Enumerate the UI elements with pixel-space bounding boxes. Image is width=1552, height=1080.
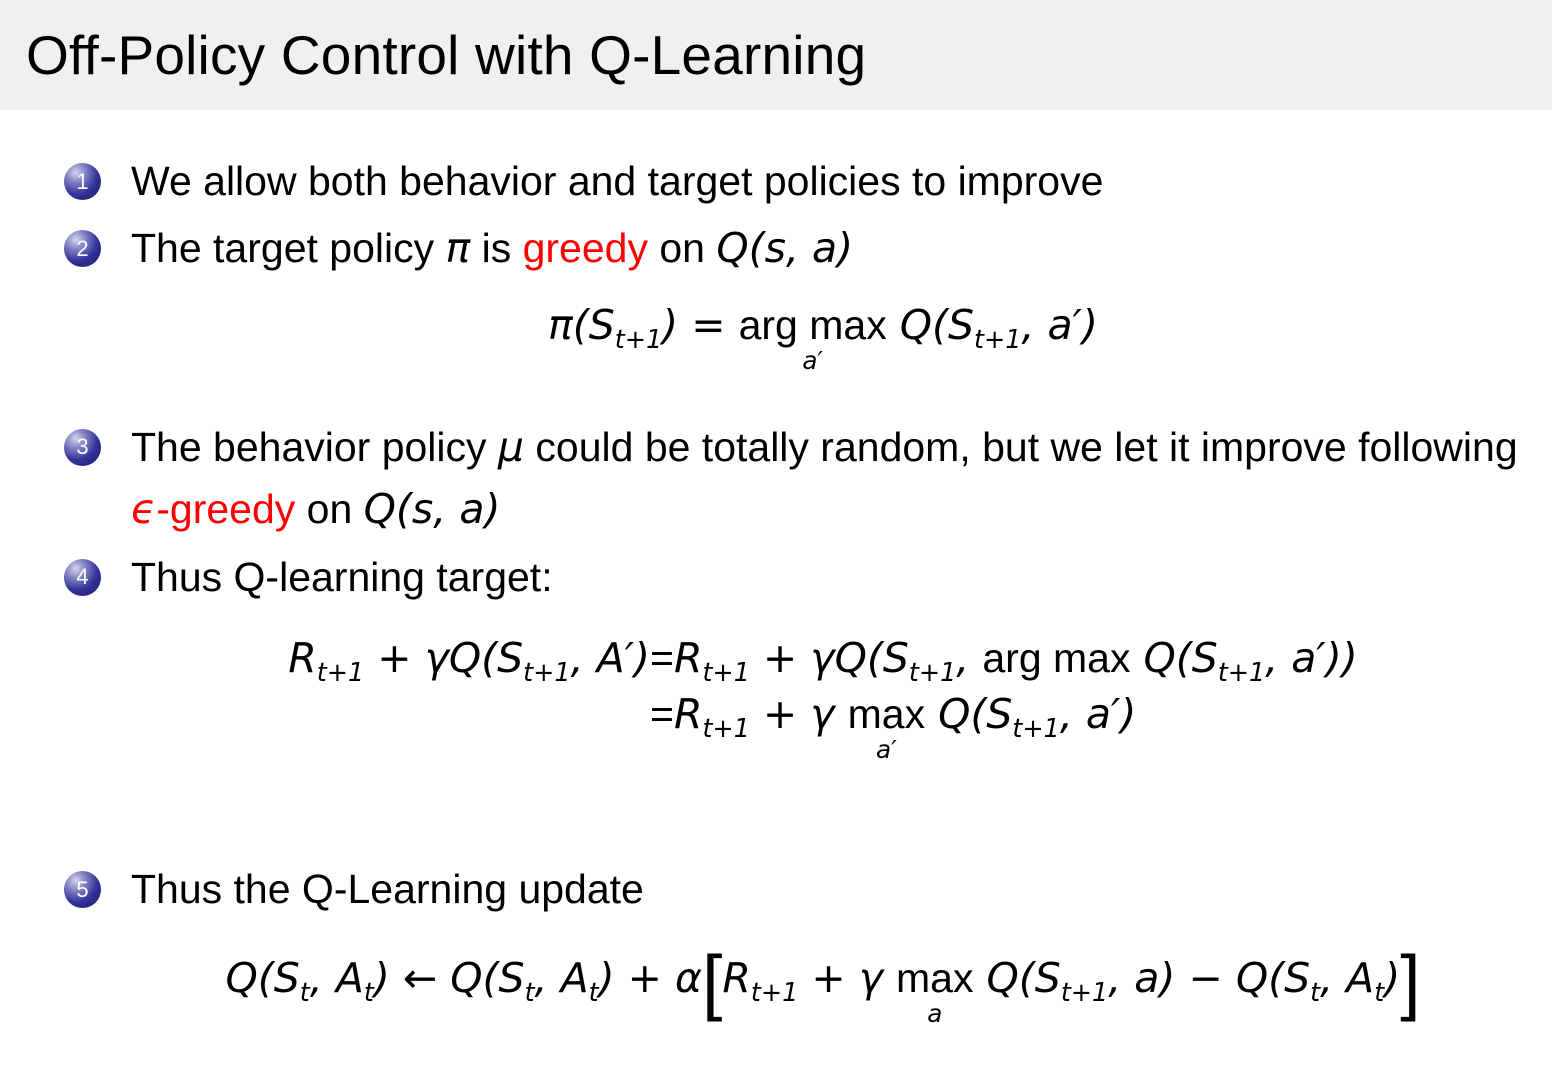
bullet-item-4	[64, 546, 1522, 608]
slide-title-bar	[0, 0, 1552, 110]
bullet-ball-5	[64, 871, 101, 908]
bullet-text-1: We allow both behavior and target policies to improve	[131, 158, 1104, 204]
bullet-item-2	[64, 217, 1522, 279]
bullet-number-4: 4	[76, 564, 89, 590]
bullet-text-4: Thus Q-learning target:	[131, 553, 553, 600]
bullet-number-2: 2	[76, 235, 89, 261]
bullet-ball-4	[64, 559, 101, 596]
bullet-number-3: 3	[76, 434, 89, 460]
bullet-item-5	[64, 858, 1522, 920]
bullet-ball-1	[64, 163, 101, 200]
underset-operator: max a	[896, 955, 974, 1029]
slide-title: Off-Policy Control with Q-Learning	[26, 24, 867, 86]
bullet-text-2: The target policy π is greedy on Q(s, a)	[131, 224, 854, 272]
bullet-item-3	[64, 416, 1522, 540]
bullet-text-5: Thus the Q-Learning update	[131, 866, 644, 913]
bullet-item-1	[64, 150, 1522, 212]
formula-target-line1-rhs: $=R_{t+1} + \gamma Q(S_{t+1}$, arg $\max Q(S_{t+1}$, a′))	[650, 633, 1358, 687]
formula-qlearning-target	[124, 634, 1522, 763]
bullet-text-3: The behavior policy μ could be totally random, but we let it improve following ϵ-greedy on Q(s, a)	[131, 422, 1518, 533]
underset-operator: max a′	[847, 690, 926, 764]
underset-operator: arg max a′	[738, 302, 887, 376]
formula-greedy-policy: $\pi(S_{t+1})$ = arg max a′ $Q(S_{t+1}$, a′)	[548, 301, 1098, 376]
formula-target-line1-lhs: $R_{t+1} + \gamma Q(S_{t+1}$, A′)	[288, 633, 651, 687]
bullet-ball-2	[64, 230, 101, 267]
bullet-number-5: 5	[76, 876, 89, 902]
formula-target-line2-rhs: $=R_{t+1} + \gamma$ max a′ $Q(S_{t+1}$, a′)	[650, 689, 1137, 764]
formula-target-line2-lhs	[288, 690, 650, 763]
bullet-number-1: 1	[76, 168, 89, 194]
formula-qlearning-update: $Q(S_t$, $A_t$) ← $Q(S_t$, $A_t) + \alpha[R_{t+1} + \gamma$ max a $Q(S_{t+1}$, $a) - Q(S_t$, $A_t$)]	[225, 941, 1421, 1029]
bullet-ball-3	[64, 429, 101, 466]
slide-body	[0, 110, 1552, 1027]
